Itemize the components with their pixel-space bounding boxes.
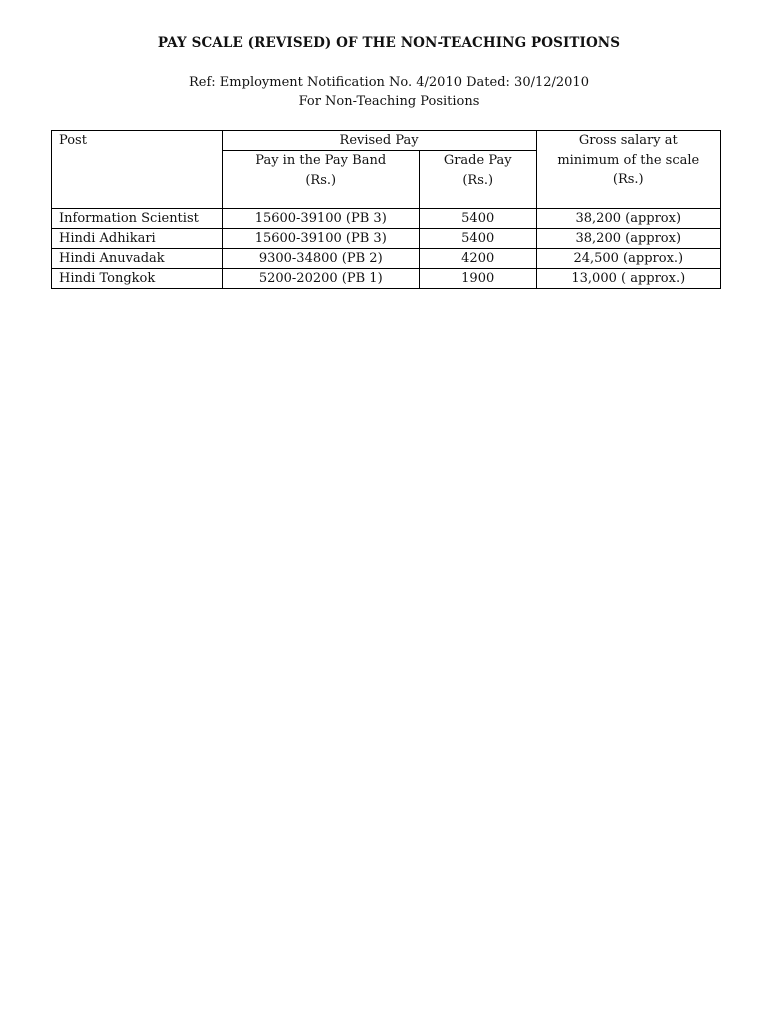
table-row bbox=[52, 269, 721, 289]
row-gross: 13,000 ( approx.) bbox=[536, 269, 720, 289]
row-pay-band: 15600-39100 (PB 3) bbox=[222, 229, 419, 249]
row-gross: 24,500 (approx.) bbox=[536, 249, 720, 269]
row-pay-band: 15600-39100 (PB 3) bbox=[222, 209, 419, 229]
row-post: Information Scientist bbox=[52, 209, 223, 229]
row-grade-pay: 5400 bbox=[419, 209, 536, 229]
row-post: Hindi Adhikari bbox=[52, 229, 223, 249]
row-grade-pay: 5400 bbox=[419, 229, 536, 249]
row-grade-pay: 1900 bbox=[419, 269, 536, 289]
reference-line: Ref: Employment Notification No. 4/2010 Dated: 30/12/2010 bbox=[189, 75, 589, 90]
row-post: Hindi Tongkok bbox=[52, 269, 223, 289]
header-gross-line2: minimum of the scale bbox=[557, 152, 700, 168]
row-gross: 38,200 (approx) bbox=[536, 209, 720, 229]
reference-block bbox=[0, 73, 768, 111]
header-gross-line1: Gross salary at bbox=[578, 133, 678, 148]
header-pay-band-line2: (Rs.) bbox=[305, 172, 337, 188]
header-pay-band bbox=[222, 151, 419, 209]
row-post: Hindi Anuvadak bbox=[52, 249, 223, 269]
table-row bbox=[52, 229, 721, 249]
header-grade-pay-line1: Grade Pay bbox=[443, 153, 512, 168]
header-gross-salary bbox=[536, 131, 720, 209]
row-gross: 38,200 (approx) bbox=[536, 229, 720, 249]
header-pay-band-line1: Pay in the Pay Band bbox=[255, 153, 387, 168]
table-row bbox=[52, 249, 721, 269]
header-revised-pay: Revised Pay bbox=[222, 131, 536, 151]
row-pay-band: 5200-20200 (PB 1) bbox=[222, 269, 419, 289]
table-header-row-1 bbox=[52, 131, 721, 151]
header-grade-pay bbox=[419, 151, 536, 209]
header-post: Post bbox=[52, 131, 223, 209]
pay-scale-table bbox=[51, 130, 721, 289]
row-grade-pay: 4200 bbox=[419, 249, 536, 269]
row-pay-band: 9300-34800 (PB 2) bbox=[222, 249, 419, 269]
table-row bbox=[52, 209, 721, 229]
header-grade-pay-line2: (Rs.) bbox=[462, 172, 494, 188]
subtitle: For Non-Teaching Positions bbox=[298, 94, 480, 109]
header-gross-line3: (Rs.) bbox=[612, 172, 644, 187]
document-title: PAY SCALE (REVISED) OF THE NON-TEACHING POSITIONS bbox=[157, 35, 621, 51]
